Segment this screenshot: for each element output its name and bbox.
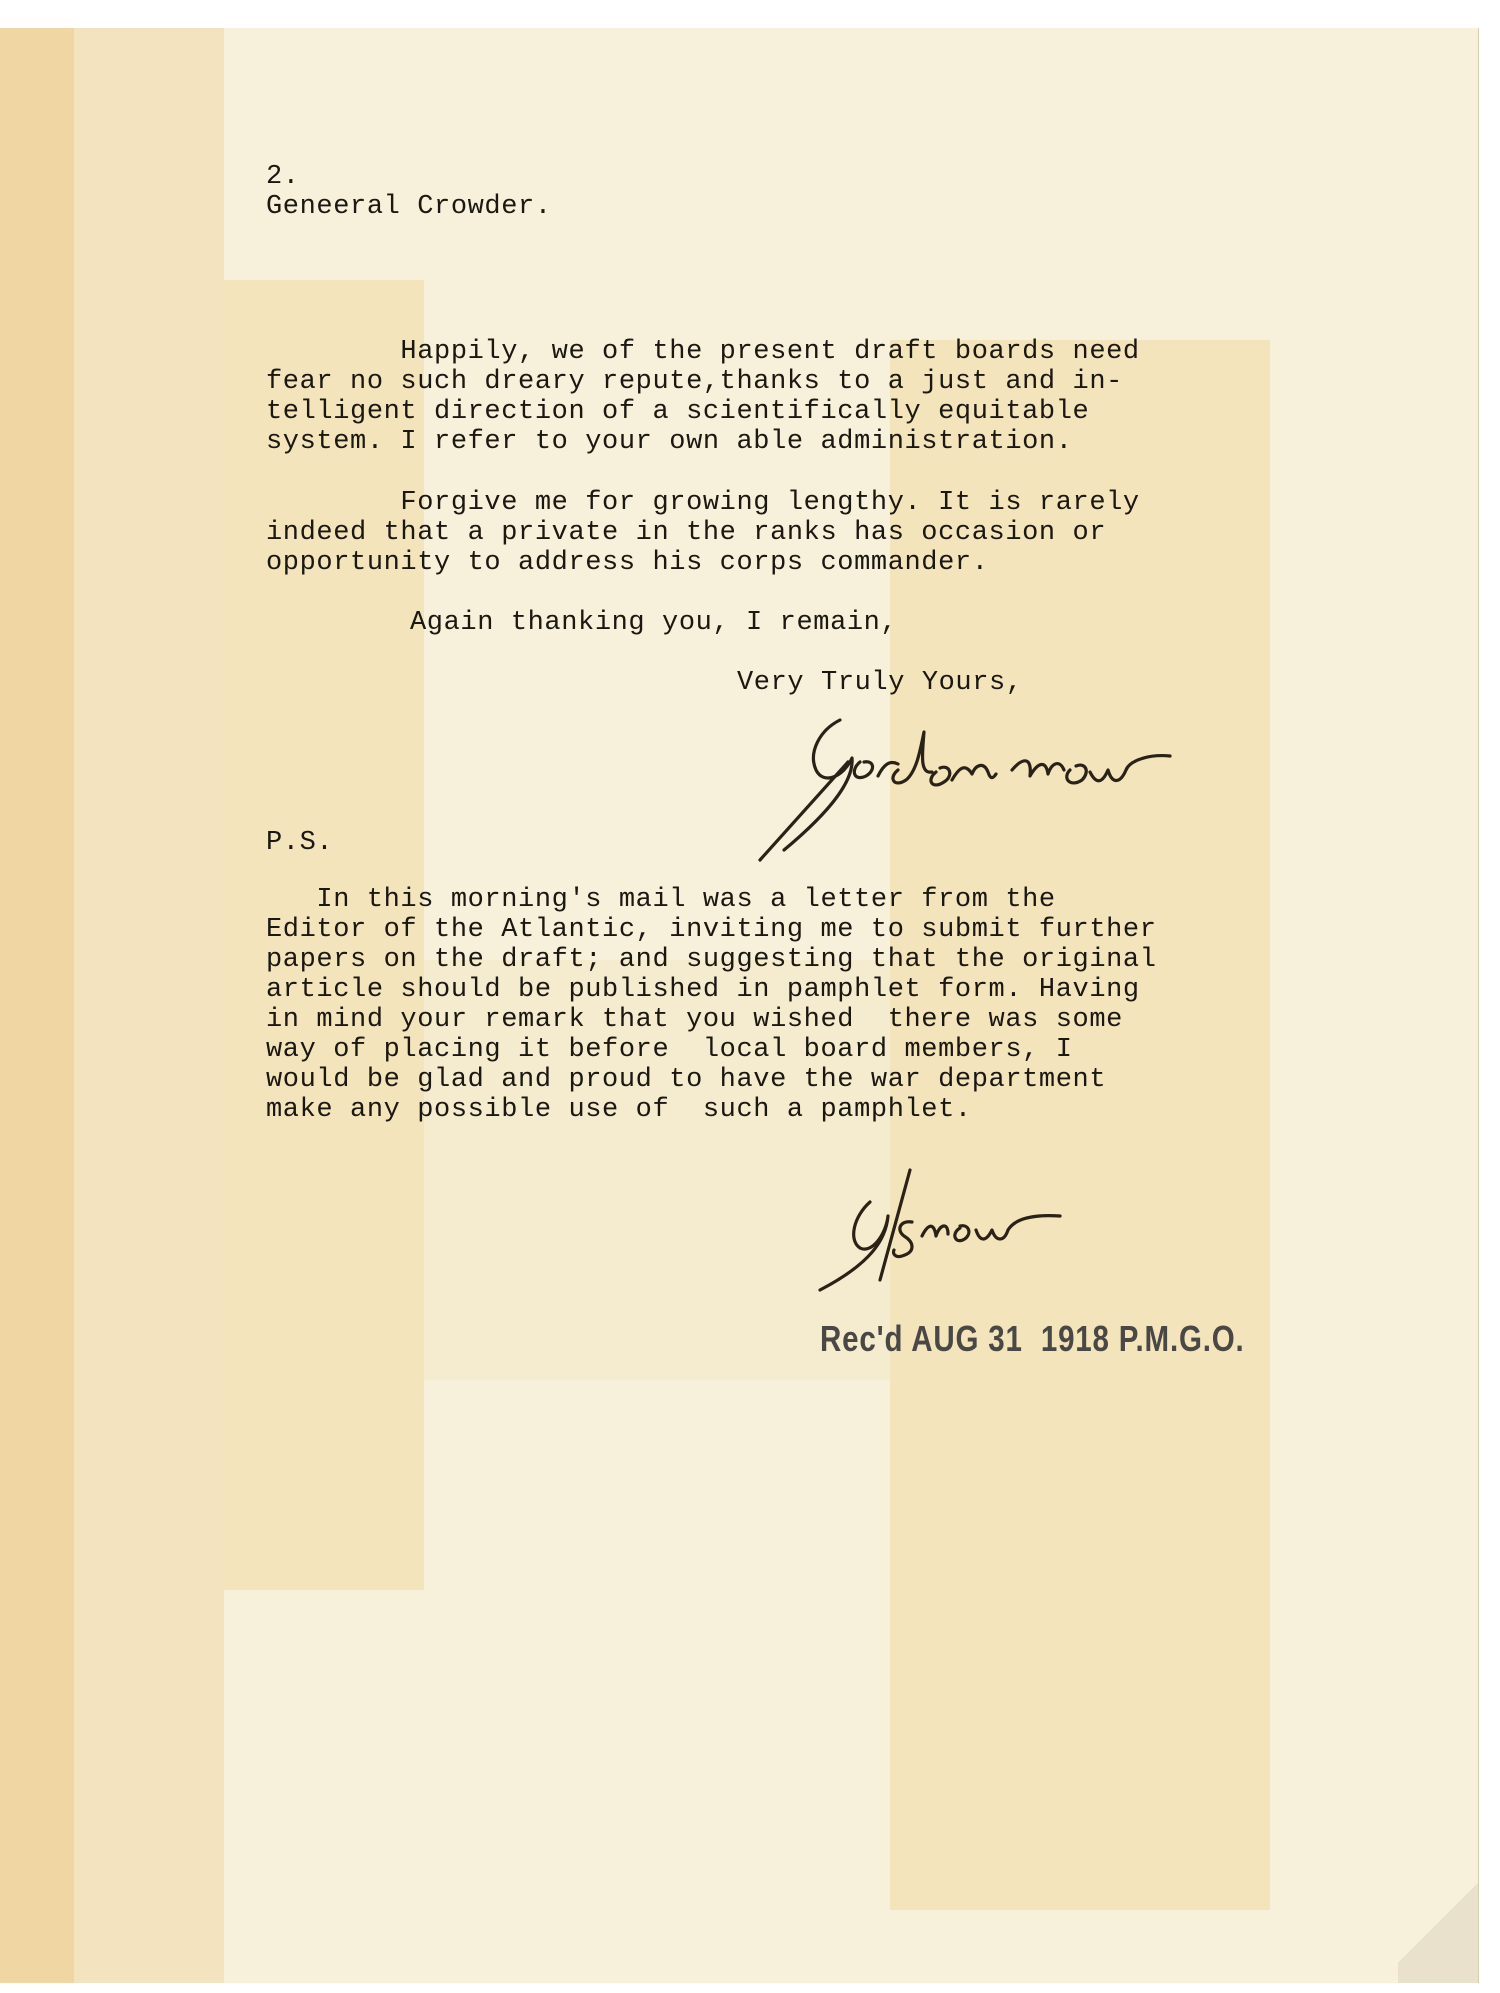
page-edge-strip	[0, 28, 74, 1983]
corner-fold	[1398, 1863, 1478, 1983]
paragraph-line: Happily, we of the present draft boards need	[266, 337, 1140, 367]
paragraph-line: indeed that a private in the ranks has occasion or	[266, 518, 1107, 548]
ps-line: in mind your remark that you wished there was some	[266, 1005, 1123, 1035]
ps-line: Editor of the Atlantic, inviting me to submit further	[266, 915, 1157, 945]
ps-line: In this morning's mail was a letter from the	[266, 885, 1056, 915]
ps-line: way of placing it before local board members, I	[266, 1035, 1073, 1065]
ps-line: would be glad and proud to have the war department	[266, 1065, 1107, 1095]
signature-gordon-snow	[720, 700, 1340, 870]
paragraph-line: telligent direction of a scientifically equitable	[266, 397, 1090, 427]
received-stamp: Rec'd AUG 31 1918 P.M.G.O.	[820, 1318, 1245, 1359]
page-edge-shade	[74, 28, 224, 1983]
paragraph-line: opportunity to address his corps commander.	[266, 548, 989, 578]
paragraph-line: fear no such dreary repute,thanks to a just and in-	[266, 367, 1123, 397]
ps-line: papers on the draft; and suggesting that the original	[266, 945, 1157, 975]
paragraph-line: system. I refer to your own able administration.	[266, 427, 1073, 457]
paragraph-line: Forgive me for growing lengthy. It is rarely	[266, 488, 1140, 518]
closing-line: Again thanking you, I remain,	[410, 608, 898, 638]
ps-line: make any possible use of such a pamphlet.	[266, 1095, 972, 1125]
initials-signature	[800, 1160, 1120, 1300]
page-number: 2.	[266, 162, 300, 192]
addressee: Geneeral Crowder.	[266, 192, 552, 222]
ps-heading: P.S.	[266, 828, 334, 858]
ps-line: article should be published in pamphlet form. Having	[266, 975, 1140, 1005]
valediction: Very Truly Yours,	[737, 668, 1023, 698]
